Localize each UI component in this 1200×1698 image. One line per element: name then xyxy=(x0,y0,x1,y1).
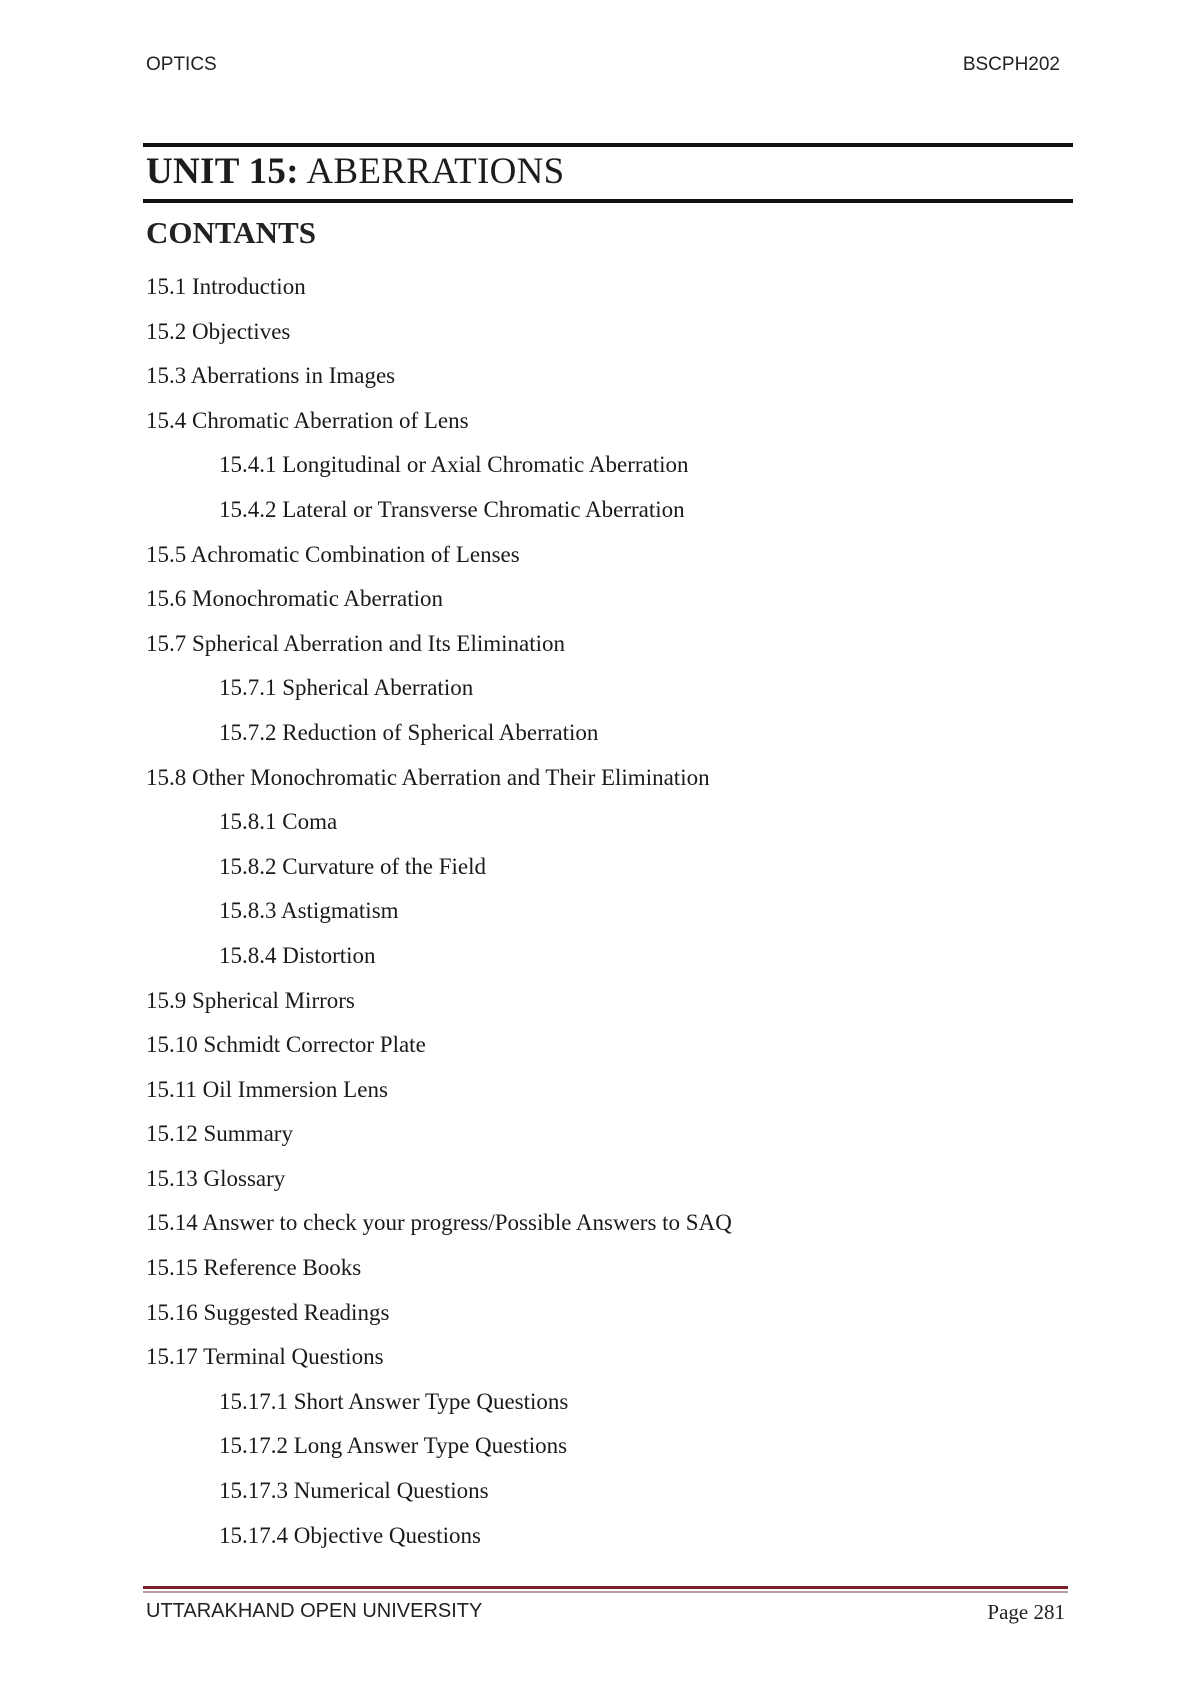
title-rule-bottom xyxy=(143,199,1073,203)
toc-entry: 15.6 Monochromatic Aberration xyxy=(146,586,444,612)
toc-subentry: 15.4.2 Lateral or Transverse Chromatic Aberration xyxy=(219,496,685,522)
toc-entry: 15.9 Spherical Mirrors xyxy=(146,987,355,1013)
unit-name: ABERRATIONS xyxy=(306,151,565,192)
page-number: Page 281 xyxy=(987,1600,1065,1624)
toc-entry: 15.12 Summary xyxy=(146,1121,293,1147)
toc-subentry: 15.8.4 Distortion xyxy=(219,942,376,968)
page-footer xyxy=(146,1600,1065,1625)
toc-subentry: 15.8.2 Curvature of the Field xyxy=(219,853,487,879)
toc-entry: 15.2 Objectives xyxy=(146,318,291,344)
running-header xyxy=(146,54,1060,76)
toc-subentry: 15.4.1 Longitudinal or Axial Chromatic Aberration xyxy=(219,452,689,478)
toc-subentry: 15.8.3 Astigmatism xyxy=(219,898,399,924)
title-rule-top xyxy=(143,143,1073,147)
toc-entry: 15.14 Answer to check your progress/Possible Answers to SAQ xyxy=(146,1210,732,1236)
footer-rule-shadow xyxy=(143,1591,1068,1593)
toc-entry: 15.8 Other Monochromatic Aberration and Their Elimination xyxy=(146,764,710,790)
unit-title xyxy=(146,150,565,193)
toc-entry: 15.13 Glossary xyxy=(146,1165,286,1191)
toc-entry: 15.1 Introduction xyxy=(146,274,306,299)
toc-entry: 15.5 Achromatic Combination of Lenses xyxy=(146,541,520,567)
toc-entry: 15.3 Aberrations in Images xyxy=(146,363,396,389)
header-course-code: BSCPH202 xyxy=(962,54,1060,75)
unit-number: UNIT 15: xyxy=(146,151,299,192)
toc-subentry: 15.7.1 Spherical Aberration xyxy=(219,675,474,701)
toc-entry: 15.11 Oil Immersion Lens xyxy=(146,1076,388,1102)
toc-entry: 15.15 Reference Books xyxy=(146,1255,362,1281)
table-of-contents xyxy=(146,265,732,1558)
toc-subentry: 15.7.2 Reduction of Spherical Aberration xyxy=(219,719,599,745)
toc-entry: 15.10 Schmidt Corrector Plate xyxy=(146,1032,426,1058)
footer-rule xyxy=(143,1586,1068,1589)
toc-subentry: 15.17.1 Short Answer Type Questions xyxy=(219,1388,569,1414)
contents-heading: CONTANTS xyxy=(146,215,316,250)
toc-entry: 15.17 Terminal Questions xyxy=(146,1344,384,1370)
header-subject: OPTICS xyxy=(146,54,217,75)
toc-entry: 15.4 Chromatic Aberration of Lens xyxy=(146,407,469,433)
toc-subentry: 15.8.1 Coma xyxy=(219,809,338,835)
footer-university: UTTARAKHAND OPEN UNIVERSITY xyxy=(146,1600,483,1622)
toc-subentry: 15.17.3 Numerical Questions xyxy=(219,1478,489,1504)
toc-subentry: 15.17.4 Objective Questions xyxy=(219,1522,481,1548)
toc-entry: 15.16 Suggested Readings xyxy=(146,1299,390,1325)
toc-subentry: 15.17.2 Long Answer Type Questions xyxy=(219,1433,568,1459)
toc-entry: 15.7 Spherical Aberration and Its Elimination xyxy=(146,630,566,656)
